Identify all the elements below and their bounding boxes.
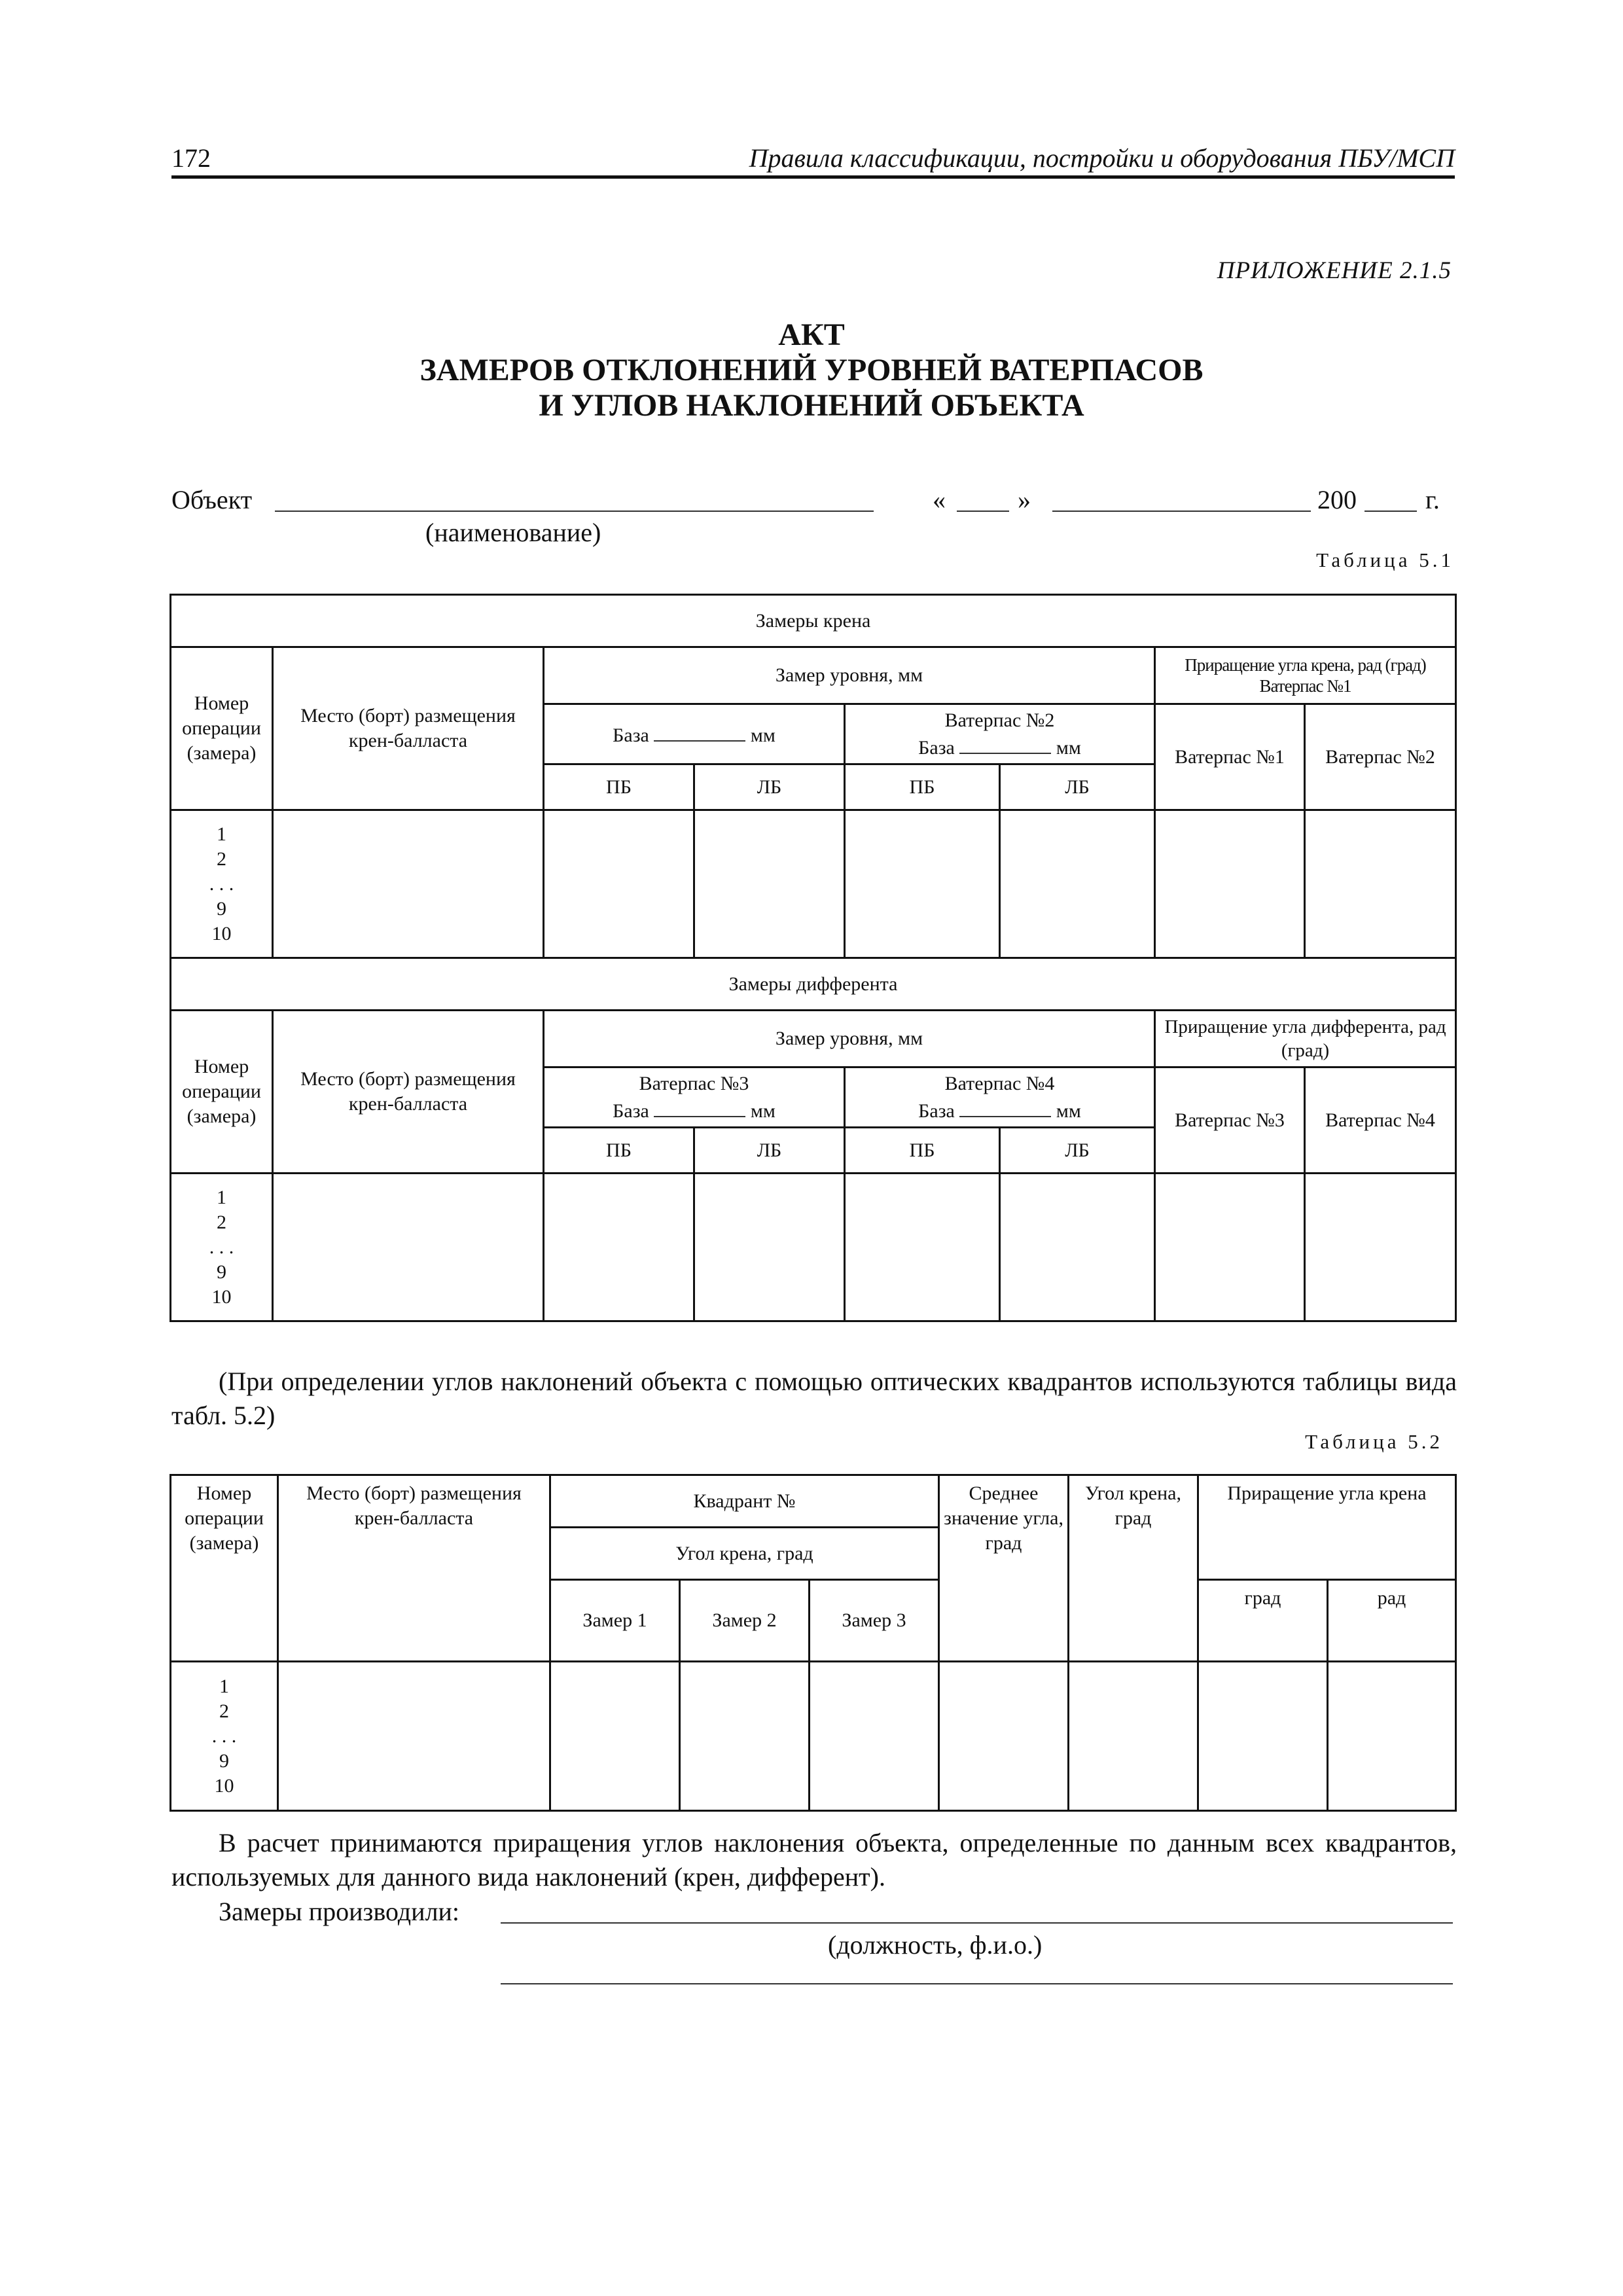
object-name-caption: (наименование) [425,518,601,547]
waterpass1-col-header: Ватерпас №1 [1155,704,1305,810]
data-cell[interactable] [680,1662,810,1811]
row-numbers: 1 2 . . . 9 10 [171,1662,278,1811]
base4-label: База [918,1100,955,1122]
base2-field[interactable] [959,733,1051,754]
measured-by-field[interactable] [501,1922,1453,1924]
op-number-header: Номер операции (замера) [171,1011,273,1174]
pb-header: ПБ [544,764,694,810]
data-cell[interactable] [694,810,845,958]
base1-unit: мм [750,724,776,746]
base4-unit: мм [1056,1100,1081,1122]
act-title: АКТ [778,317,845,352]
data-cell[interactable] [1198,1662,1328,1811]
base1-header [544,704,845,764]
header-rule [171,175,1455,179]
level-header: Замер уровня, мм [544,647,1155,704]
table-5-2 [169,1474,1457,1812]
mean-angle-header: Среднее значение угла, град [939,1475,1069,1662]
waterpass4-col-header: Ватерпас №4 [1305,1067,1456,1174]
heel-section-title: Замеры крена [171,595,1456,647]
waterpass2-label: Ватерпас №2 [944,709,1055,731]
quote-open: « [933,485,946,514]
lb-header: ЛБ [694,764,845,810]
heel-increment-header: Приращение угла крена, рад (град) Ватерпас №1 [1155,647,1456,704]
data-cell[interactable] [939,1662,1069,1811]
waterpass2-col-header: Ватерпас №2 [1305,704,1456,810]
data-cell[interactable] [1155,1174,1305,1321]
level-header: Замер уровня, мм [544,1011,1155,1067]
lb-header: ЛБ [1000,764,1155,810]
place-header: Место (борт) размещения крен-балласта [273,1011,544,1174]
appendix-label: ПРИЛОЖЕНИЕ 2.1.5 [1217,257,1452,284]
op-number-header: Номер операции (замера) [171,1475,278,1662]
base3-field[interactable] [654,1096,745,1117]
table-5-1 [169,594,1457,1322]
table2-caption: Таблица 5.2 [1305,1430,1443,1453]
data-cell[interactable] [550,1662,680,1811]
pb-header: ПБ [845,764,1000,810]
data-cell[interactable] [1305,810,1456,958]
object-name-field[interactable] [275,511,874,512]
data-cell[interactable] [273,810,544,958]
waterpass4-base-header [845,1067,1155,1128]
data-cell[interactable] [278,1662,550,1811]
lb-header: ЛБ [694,1128,845,1174]
day-field[interactable] [957,511,1009,512]
data-cell[interactable] [845,1174,1000,1321]
month-field[interactable] [1052,511,1311,512]
heel-angle-deg-header: Угол крена, град [550,1528,939,1580]
waterpass4-label: Ватерпас №4 [944,1072,1055,1094]
increment-header: Приращение угла крена [1198,1475,1456,1580]
data-cell[interactable] [1155,810,1305,958]
data-cell[interactable] [845,810,1000,958]
trim-section-title: Замеры дифферента [171,958,1456,1011]
pb-header: ПБ [845,1128,1000,1174]
waterpass2-base-header [845,704,1155,764]
signature-caption: (должность, ф.и.о.) [828,1930,1043,1960]
lb-header: ЛБ [1000,1128,1155,1174]
running-title: Правила классификации, постройки и оборудования ПБУ/МСП [749,143,1455,173]
data-cell[interactable] [1328,1662,1456,1811]
row-numbers: 1 2 . . . 9 10 [171,810,273,958]
act-subtitle-line2: И УГЛОВ НАКЛОНЕНИЙ ОБЪЕКТА [539,388,1084,423]
deg-header: град [1198,1580,1328,1662]
measure3-header: Замер 3 [810,1580,939,1662]
optical-quadrants-note: (При определении углов наклонений объекта с помощью оптических квадрантов используются таблицы вида табл. 5.2) [171,1367,1457,1430]
base2-label: База [918,736,955,759]
base3-label: База [613,1100,649,1122]
year-suffix: г. [1425,485,1440,514]
data-cell[interactable] [544,1174,694,1321]
rad-header: рад [1328,1580,1456,1662]
quote-close: » [1018,485,1031,514]
pb-header: ПБ [544,1128,694,1174]
quadrant-header: Квадрант № [550,1475,939,1528]
base2-unit: мм [1056,736,1081,759]
trim-increment-header: Приращение угла дифферента, рад (град) [1155,1011,1456,1067]
op-number-header: Номер операции (замера) [171,647,273,810]
waterpass3-base-header [544,1067,845,1128]
waterpass3-col-header: Ватерпас №3 [1155,1067,1305,1174]
measure1-header: Замер 1 [550,1580,680,1662]
waterpass3-label: Ватерпас №3 [639,1072,749,1094]
base4-field[interactable] [959,1096,1051,1117]
base1-field[interactable] [654,721,745,742]
measured-by-label: Замеры производили: [219,1897,460,1926]
measured-by-field-2[interactable] [501,1983,1453,1984]
data-cell[interactable] [273,1174,544,1321]
data-cell[interactable] [1305,1174,1456,1321]
act-subtitle-line1: ЗАМЕРОВ ОТКЛОНЕНИЙ УРОВНЕЙ ВАТЕРПАСОВ [419,353,1204,387]
data-cell[interactable] [1069,1662,1198,1811]
data-cell[interactable] [810,1662,939,1811]
data-cell[interactable] [1000,810,1155,958]
place-header: Место (борт) размещения крен-балласта [278,1475,550,1662]
data-cell[interactable] [694,1174,845,1321]
heel-angle-header: Угол крена, град [1069,1475,1198,1662]
base1-label: База [613,724,649,746]
data-cell[interactable] [1000,1174,1155,1321]
year-prefix: 200 [1317,485,1357,514]
row-numbers: 1 2 . . . 9 10 [171,1174,273,1321]
measure2-header: Замер 2 [680,1580,810,1662]
table1-caption: Таблица 5.1 [1316,548,1454,571]
calculation-note: В расчет принимаются приращения углов наклонения объекта, определенные по данным всех квадрантов, используемых для данного вида наклонений (крен, дифферент). [171,1828,1457,1892]
data-cell[interactable] [544,810,694,958]
year-field[interactable] [1364,511,1417,512]
page-number: 172 [171,143,211,173]
object-label: Объект [171,485,253,514]
base3-unit: мм [750,1100,776,1122]
place-header: Место (борт) размещения крен-балласта [273,647,544,810]
